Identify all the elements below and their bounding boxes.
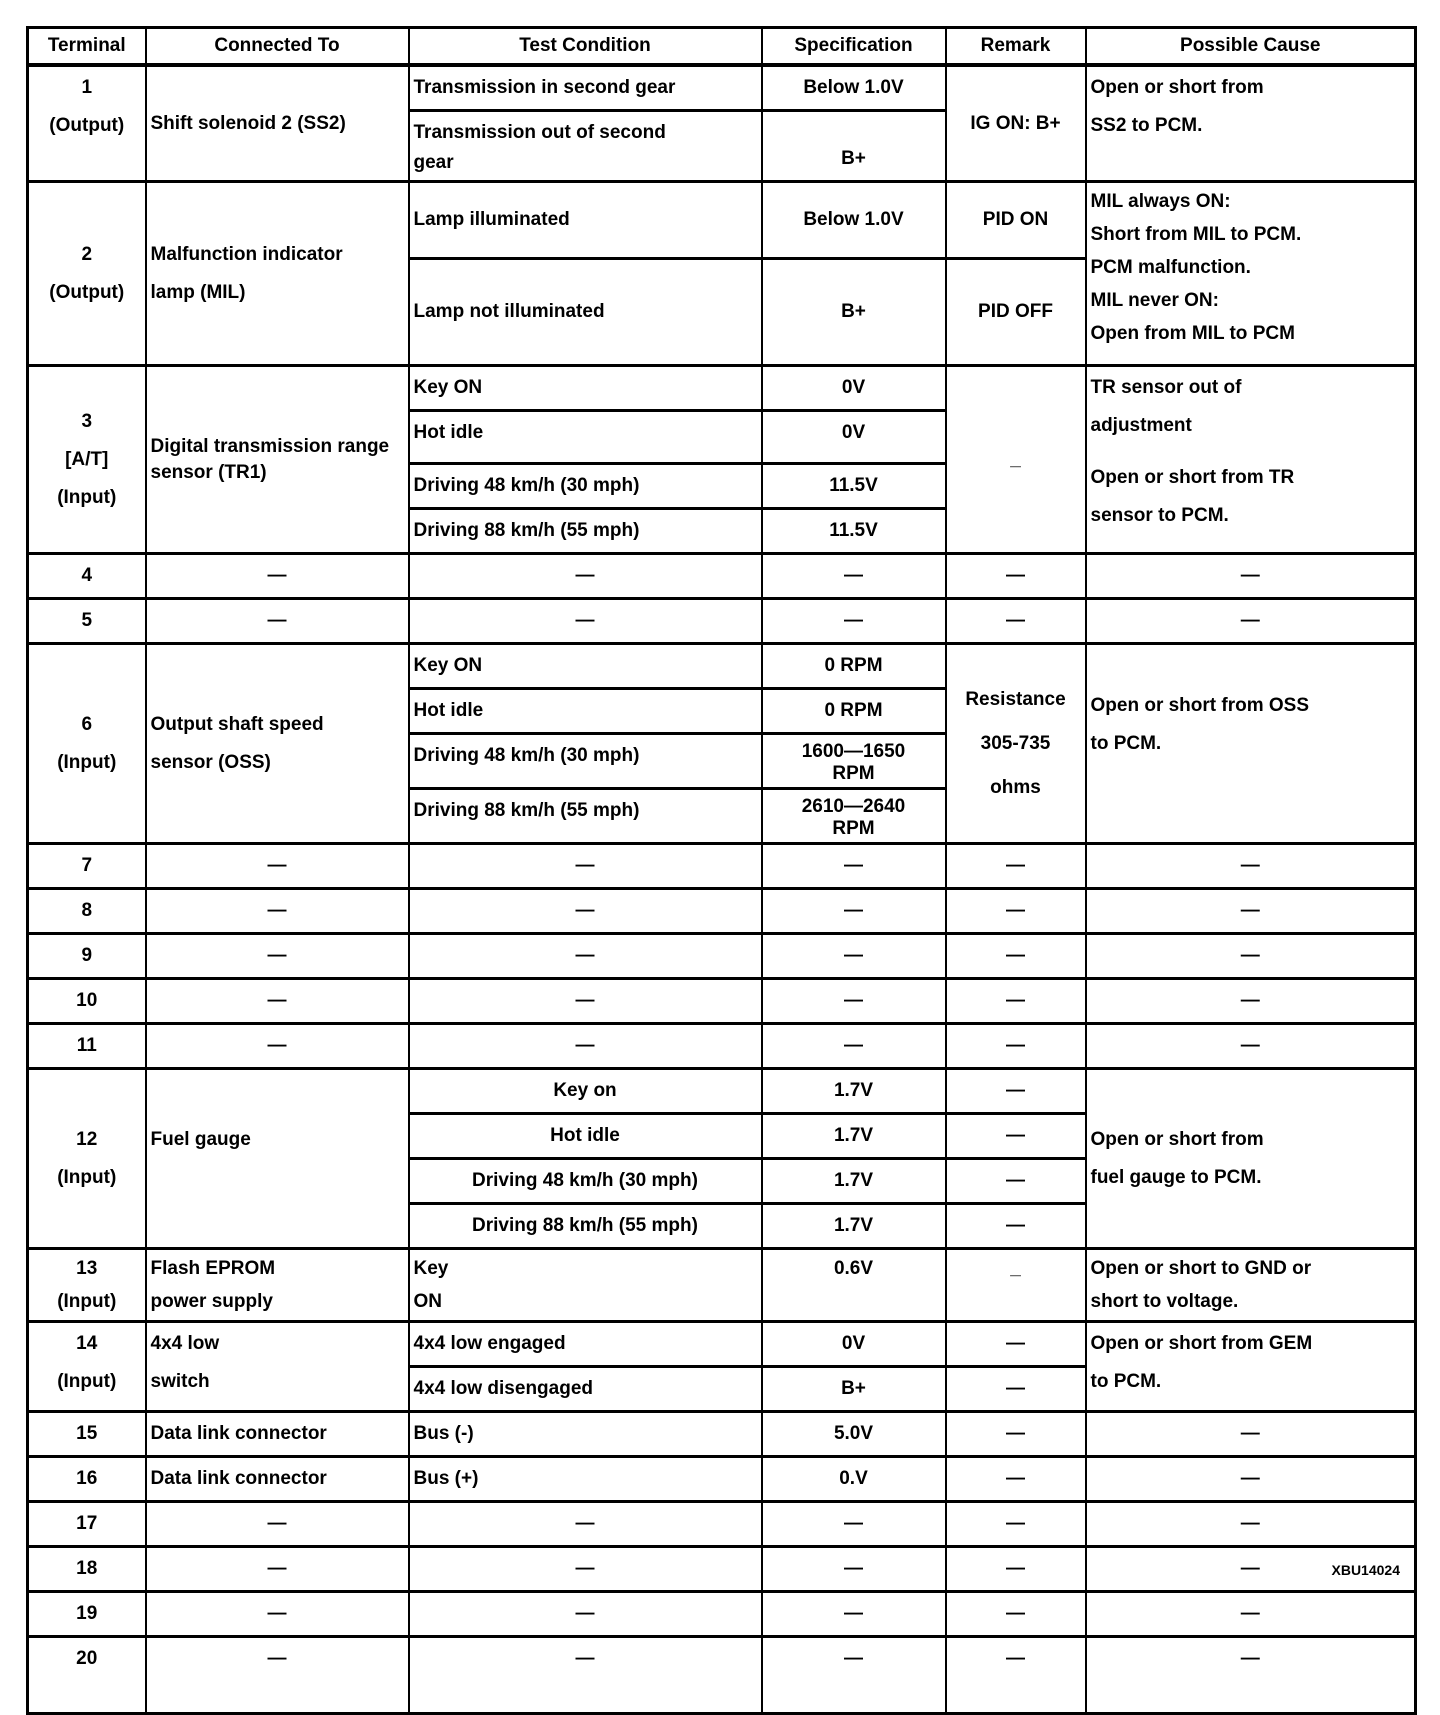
condition-cell: Driving 48 km/h (30 mph): [409, 1159, 762, 1204]
condition-cell: —: [409, 1024, 762, 1069]
condition-cell: Hot idle: [409, 689, 762, 734]
condition-cell: —: [409, 554, 762, 599]
condition-cell: —: [409, 1547, 762, 1592]
condition-cell: Driving 88 km/h (55 mph): [409, 1204, 762, 1249]
remark-cell: —: [946, 1114, 1086, 1159]
condition-cell: 4x4 low disengaged: [409, 1367, 762, 1412]
terminal-table: [26, 26, 1417, 1715]
cause-cell: MIL always ON: Short from MIL to PCM. PCM malfunction. MIL never ON: Open from MIL to PCM: [1086, 182, 1416, 366]
header-connected-to: Connected To: [146, 28, 409, 66]
spec-cell: Below 1.0V: [762, 182, 946, 259]
terminal-cell: 4: [28, 554, 146, 599]
condition-cell: Transmission in second gear: [409, 65, 762, 111]
figure-code: XBU14024: [1331, 1562, 1400, 1578]
remark-cell: —: [946, 1502, 1086, 1547]
condition-cell: Bus (-): [409, 1412, 762, 1457]
header-possible-cause: Possible Cause: [1086, 28, 1416, 66]
remark-cell: —: [946, 1457, 1086, 1502]
spec-cell: 0V: [762, 411, 946, 464]
table-row: [28, 1069, 1416, 1114]
header-row: [28, 28, 1416, 66]
remark-cell: —: [946, 844, 1086, 889]
spec-cell: B+: [762, 1367, 946, 1412]
terminal-cell: 6 (Input): [28, 644, 146, 844]
spec-cell: 0V: [762, 1322, 946, 1367]
spec-cell: —: [762, 1592, 946, 1637]
terminal-cell: 9: [28, 934, 146, 979]
cause-cell: —: [1086, 1547, 1416, 1592]
connected-cell: Flash EPROM power supply: [146, 1249, 409, 1322]
spec-cell: 1.7V: [762, 1159, 946, 1204]
condition-cell: —: [409, 1592, 762, 1637]
cause-cell: Open or short to GND or short to voltage.: [1086, 1249, 1416, 1322]
spec-cell: 0V: [762, 366, 946, 411]
remark-cell: —: [946, 1204, 1086, 1249]
condition-cell: —: [409, 1502, 762, 1547]
table-row: [28, 65, 1416, 111]
spec-cell: —: [762, 889, 946, 934]
table-row: [28, 1457, 1416, 1502]
remark-cell: —: [946, 1592, 1086, 1637]
table-row: [28, 934, 1416, 979]
header-terminal: Terminal: [28, 28, 146, 66]
terminal-cell: 15: [28, 1412, 146, 1457]
spec-cell: Below 1.0V: [762, 65, 946, 111]
table-row: [28, 979, 1416, 1024]
spec-cell: B+: [762, 259, 946, 366]
spec-cell: —: [762, 1502, 946, 1547]
condition-cell: Lamp illuminated: [409, 182, 762, 259]
cause-cell: —: [1086, 554, 1416, 599]
spec-cell: 0.V: [762, 1457, 946, 1502]
connected-cell: —: [146, 979, 409, 1024]
condition-cell: —: [409, 1637, 762, 1714]
table-row: [28, 844, 1416, 889]
condition-cell: Key ON: [409, 644, 762, 689]
terminal-cell: 19: [28, 1592, 146, 1637]
table-row: [28, 1637, 1416, 1714]
spec-cell: 1.7V: [762, 1204, 946, 1249]
remark-cell: —: [946, 934, 1086, 979]
cause-cell: Open or short from fuel gauge to PCM.: [1086, 1069, 1416, 1249]
spec-cell: —: [762, 599, 946, 644]
condition-cell: —: [409, 844, 762, 889]
remark-cell: _: [946, 366, 1086, 554]
cause-cell: Open or short from GEM to PCM.: [1086, 1322, 1416, 1412]
terminal-cell: 8: [28, 889, 146, 934]
spec-cell: 2610—2640 RPM: [762, 789, 946, 844]
terminal-cell: 5: [28, 599, 146, 644]
cause-cell: —: [1086, 979, 1416, 1024]
terminal-cell: 2 (Output): [28, 182, 146, 366]
table-row: [28, 1502, 1416, 1547]
remark-cell: PID OFF: [946, 259, 1086, 366]
table-row: [28, 1024, 1416, 1069]
cause-cell: —: [1086, 1412, 1416, 1457]
cause-cell: —: [1086, 1457, 1416, 1502]
remark-cell: —: [946, 554, 1086, 599]
spec-cell: —: [762, 934, 946, 979]
spec-cell: 11.5V: [762, 464, 946, 509]
spec-cell: 5.0V: [762, 1412, 946, 1457]
remark-cell: Resistance 305-735 ohms: [946, 644, 1086, 844]
condition-cell: Lamp not illuminated: [409, 259, 762, 366]
connected-cell: Data link connector: [146, 1412, 409, 1457]
terminal-cell: 17: [28, 1502, 146, 1547]
condition-cell: Driving 48 km/h (30 mph): [409, 734, 762, 789]
connected-cell: —: [146, 599, 409, 644]
connected-cell: —: [146, 554, 409, 599]
connected-cell: Digital transmission range sensor (TR1): [146, 366, 409, 554]
terminal-cell: 11: [28, 1024, 146, 1069]
condition-cell: Hot idle: [409, 1114, 762, 1159]
remark-cell: —: [946, 1637, 1086, 1714]
spec-cell: 1.7V: [762, 1114, 946, 1159]
condition-cell: Bus (+): [409, 1457, 762, 1502]
condition-cell: Transmission out of second gear: [409, 111, 762, 182]
terminal-cell: 20: [28, 1637, 146, 1714]
remark-cell: IG ON: B+: [946, 65, 1086, 182]
table-row: [28, 1592, 1416, 1637]
remark-cell: —: [946, 1412, 1086, 1457]
table-row: [28, 1322, 1416, 1367]
condition-cell: 4x4 low engaged: [409, 1322, 762, 1367]
terminal-cell: 16: [28, 1457, 146, 1502]
header-remark: Remark: [946, 28, 1086, 66]
connected-cell: Data link connector: [146, 1457, 409, 1502]
connected-cell: —: [146, 1547, 409, 1592]
remark-cell: —: [946, 1024, 1086, 1069]
connected-cell: —: [146, 844, 409, 889]
cause-cell: TR sensor out of adjustment Open or short from TR sensor to PCM.: [1086, 366, 1416, 554]
cause-cell: —: [1086, 1592, 1416, 1637]
spec-cell: —: [762, 844, 946, 889]
connected-cell: 4x4 low switch: [146, 1322, 409, 1412]
table-row: [28, 554, 1416, 599]
connected-cell: —: [146, 1592, 409, 1637]
connected-cell: —: [146, 934, 409, 979]
connected-cell: Output shaft speed sensor (OSS): [146, 644, 409, 844]
cause-cell: —: [1086, 934, 1416, 979]
condition-cell: Driving 88 km/h (55 mph): [409, 789, 762, 844]
remark-cell: —: [946, 1322, 1086, 1367]
spec-cell: 0 RPM: [762, 644, 946, 689]
spec-cell: —: [762, 1637, 946, 1714]
terminal-cell: 13 (Input): [28, 1249, 146, 1322]
spec-cell: —: [762, 554, 946, 599]
remark-cell: PID ON: [946, 182, 1086, 259]
cause-cell: —: [1086, 889, 1416, 934]
cause-cell: Open or short from SS2 to PCM.: [1086, 65, 1416, 182]
remark-cell: —: [946, 889, 1086, 934]
table-row: [28, 599, 1416, 644]
table-row: [28, 889, 1416, 934]
terminal-cell: 10: [28, 979, 146, 1024]
connected-cell: —: [146, 889, 409, 934]
terminal-cell: 14 (Input): [28, 1322, 146, 1412]
condition-cell: Hot idle: [409, 411, 762, 464]
spec-cell: —: [762, 1024, 946, 1069]
condition-cell: —: [409, 889, 762, 934]
cause-cell: —: [1086, 599, 1416, 644]
terminal-cell: 1 (Output): [28, 65, 146, 182]
cause-cell: —: [1086, 844, 1416, 889]
spec-cell: 1.7V: [762, 1069, 946, 1114]
connected-cell: Fuel gauge: [146, 1069, 409, 1249]
condition-cell: —: [409, 599, 762, 644]
spec-cell: —: [762, 1547, 946, 1592]
remark-cell: —: [946, 1159, 1086, 1204]
condition-cell: Key on: [409, 1069, 762, 1114]
remark-cell: —: [946, 1547, 1086, 1592]
condition-cell: —: [409, 934, 762, 979]
cause-cell: Open or short from OSS to PCM.: [1086, 644, 1416, 844]
table-row: [28, 1249, 1416, 1322]
header-test-condition: Test Condition: [409, 28, 762, 66]
remark-cell: —: [946, 599, 1086, 644]
connected-cell: Shift solenoid 2 (SS2): [146, 65, 409, 182]
table-row: [28, 1547, 1416, 1592]
remark-cell: —: [946, 979, 1086, 1024]
condition-cell: Driving 48 km/h (30 mph): [409, 464, 762, 509]
cause-cell: —: [1086, 1502, 1416, 1547]
connected-cell: —: [146, 1024, 409, 1069]
spec-cell: 0 RPM: [762, 689, 946, 734]
cause-cell: —: [1086, 1024, 1416, 1069]
spec-cell: 11.5V: [762, 509, 946, 554]
condition-cell: —: [409, 979, 762, 1024]
connected-cell: —: [146, 1637, 409, 1714]
spec-cell: 1600—1650 RPM: [762, 734, 946, 789]
spec-cell: —: [762, 979, 946, 1024]
connected-cell: Malfunction indicator lamp (MIL): [146, 182, 409, 366]
terminal-cell: 3 [A/T] (Input): [28, 366, 146, 554]
spec-cell: B+: [762, 111, 946, 182]
condition-cell: Key ON: [409, 1249, 762, 1322]
terminal-cell: 12 (Input): [28, 1069, 146, 1249]
header-specification: Specification: [762, 28, 946, 66]
table-row: [28, 644, 1416, 689]
connected-cell: —: [146, 1502, 409, 1547]
remark-cell: _: [946, 1249, 1086, 1322]
condition-cell: Key ON: [409, 366, 762, 411]
table-row: [28, 182, 1416, 259]
terminal-cell: 7: [28, 844, 146, 889]
condition-cell: Driving 88 km/h (55 mph): [409, 509, 762, 554]
remark-cell: —: [946, 1069, 1086, 1114]
remark-cell: —: [946, 1367, 1086, 1412]
cause-cell: —: [1086, 1637, 1416, 1714]
spec-cell: 0.6V: [762, 1249, 946, 1322]
table-row: [28, 1412, 1416, 1457]
table-row: [28, 366, 1416, 411]
terminal-cell: 18: [28, 1547, 146, 1592]
